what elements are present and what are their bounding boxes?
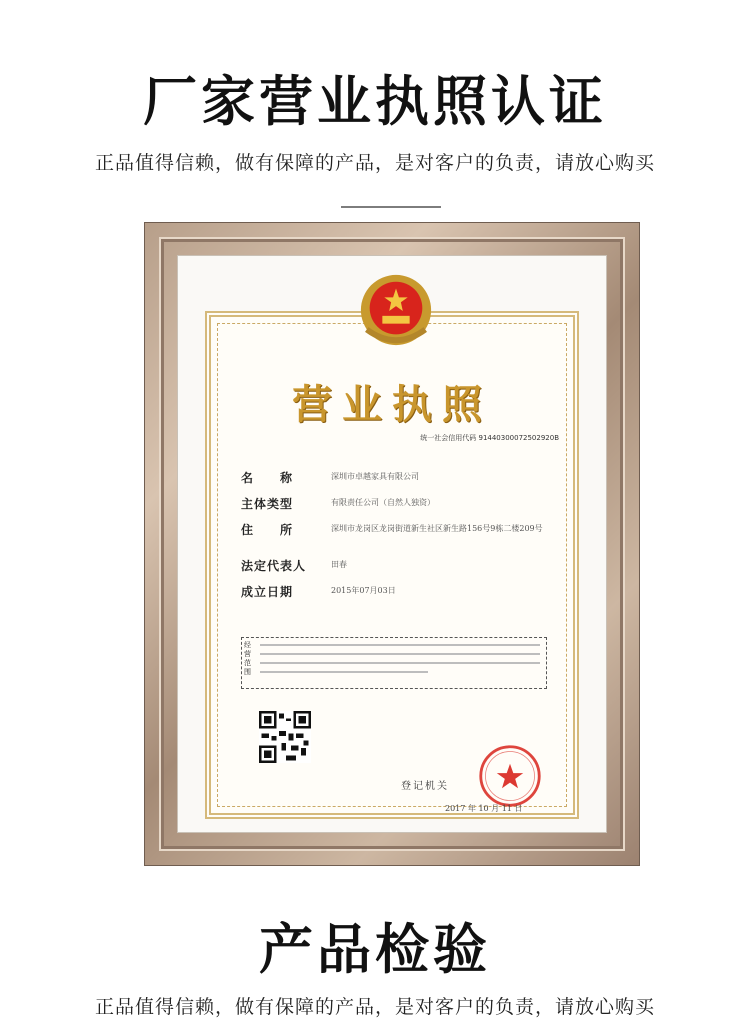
field-value: 有限责任公司（自然人独资） [331,498,435,507]
qr-code-icon [259,711,311,763]
field-value: 深圳市龙岗区龙岗街道新生社区新生路156号9栋二楼209号 [331,524,543,533]
frame-mat [177,255,607,833]
field-label: 法定代表人 [241,559,307,573]
field-label: 名 称 [241,471,294,485]
scope-label: 经营范围 [244,641,251,676]
certificate-frame [144,222,640,866]
field-row-type [241,495,551,512]
issue-date: 2017 年 10 月 11 日 [445,804,523,813]
field-label: 成立日期 [241,585,294,599]
credit-code [420,433,559,443]
field-value: 2015年07月03日 [331,586,396,595]
credit-code-value: 91440300072502920B [478,434,559,442]
title-divider [341,206,441,208]
field-label: 主体类型 [241,497,294,511]
official-seal-icon [477,743,543,809]
section-subtitle-license: 正品值得信赖，做有保障的产品，是对客户的负责，请放心购买 [94,152,655,174]
field-row-representative [241,557,551,574]
scope-text-lines [260,644,540,680]
national-emblem-icon [357,271,435,349]
field-row-address [241,521,551,538]
business-license [205,311,579,819]
business-scope [241,637,547,689]
section-subtitle-inspection: 正品值得信赖，做有保障的产品，是对客户的负责，请放心购买 [94,996,655,1018]
field-value: 深圳市卓越家具有限公司 [331,472,419,481]
field-value: 田春 [331,560,347,569]
registration-authority-label: 登记机关 [401,781,449,792]
credit-code-label: 统一社会信用代码 [420,434,477,442]
field-label: 住 所 [241,523,294,537]
section-title-inspection: 产品检验 [259,918,491,981]
section-title-license: 厂家营业执照认证 [143,70,607,133]
field-row-name [241,469,551,486]
field-row-established [241,583,551,600]
certificate-title: 营业执照 [292,381,492,428]
